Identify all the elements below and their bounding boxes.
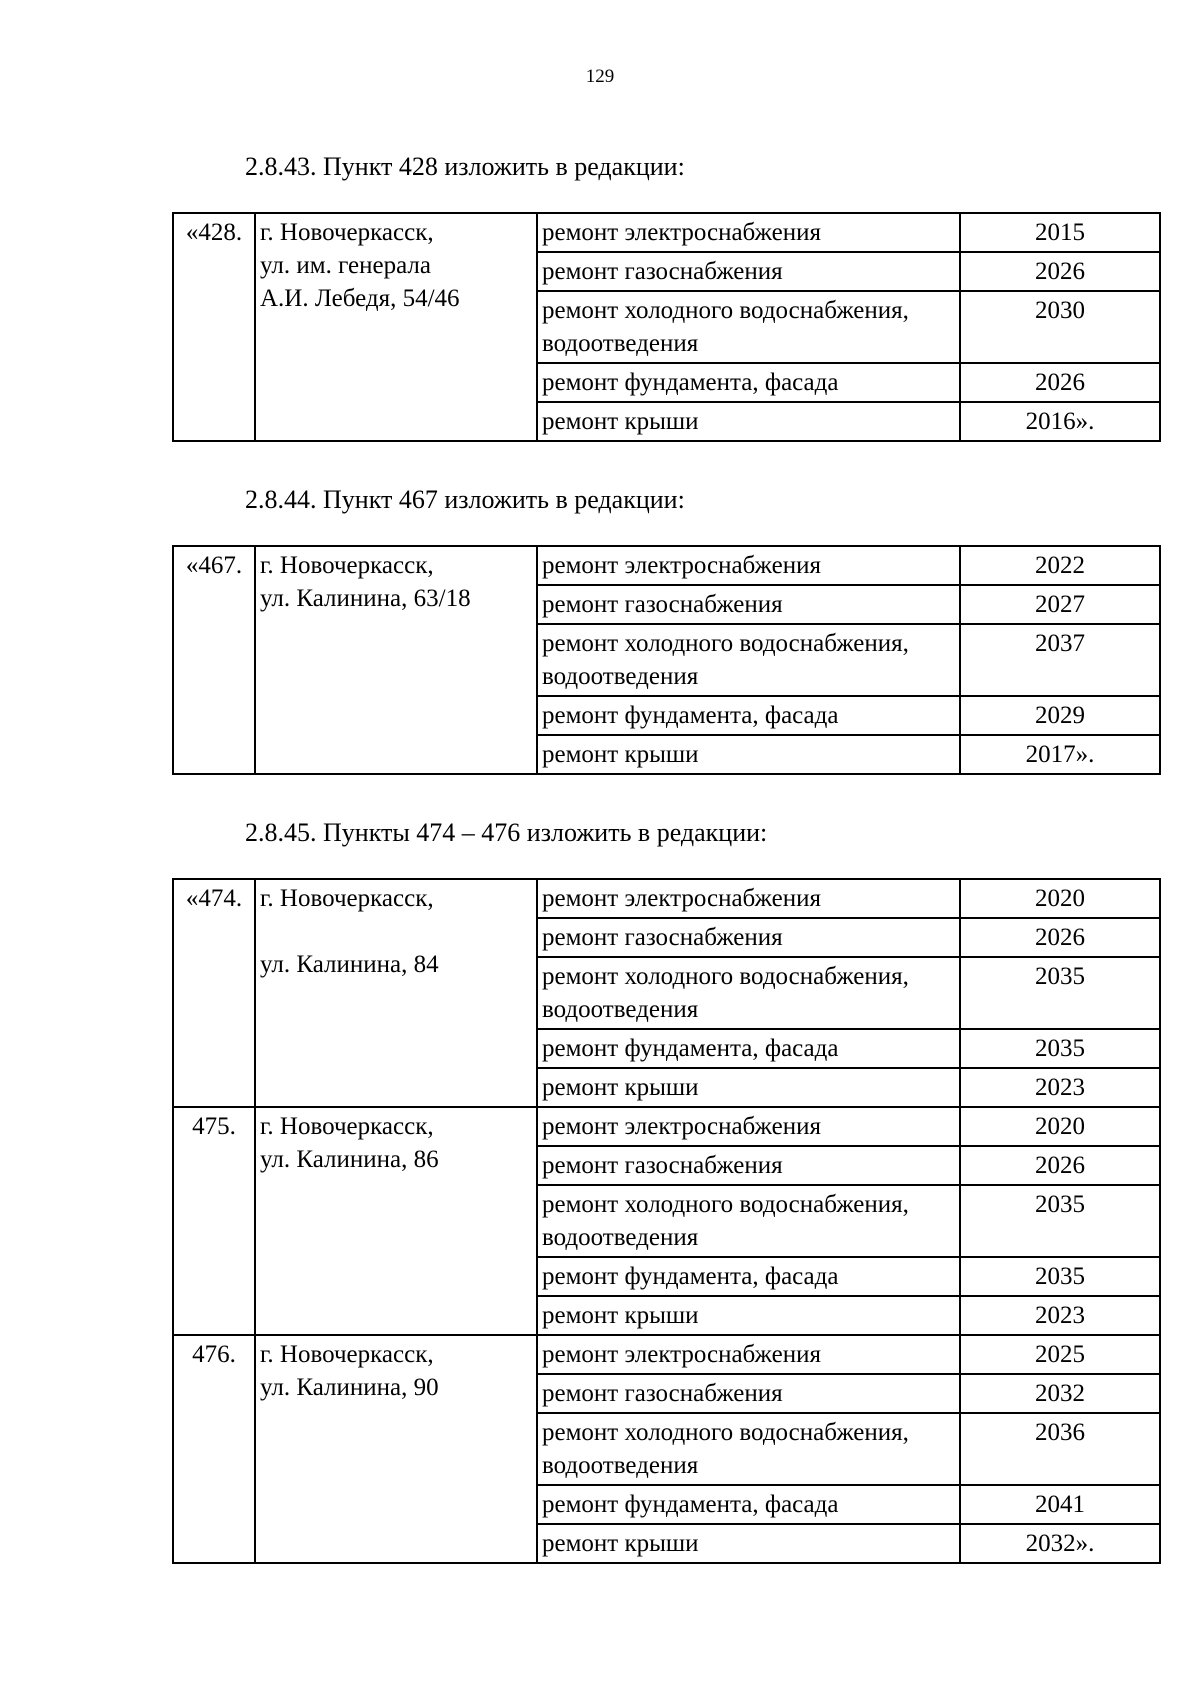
work-year: 2036 [960, 1413, 1160, 1485]
address-line: ул. Калинина, 90 [260, 1374, 439, 1401]
work-name: ремонт холодного водоснабжения, водоотведения [537, 957, 960, 1029]
work-name: ремонт крыши [537, 1524, 960, 1563]
work-name: ремонт фундамента, фасада [537, 1029, 960, 1068]
table-item-467 [172, 545, 1161, 775]
work-name: ремонт крыши [537, 1068, 960, 1107]
address-line: ул. им. генерала [260, 252, 431, 279]
table-row [173, 879, 1160, 918]
work-year: 2023 [960, 1296, 1160, 1335]
work-year: 2032 [960, 1374, 1160, 1413]
address-line: А.И. Лебедя, 54/46 [260, 285, 460, 312]
address-cell [255, 213, 537, 441]
work-name: ремонт фундамента, фасада [537, 363, 960, 402]
work-name: ремонт электроснабжения [537, 879, 960, 918]
work-name: ремонт крыши [537, 1296, 960, 1335]
work-year: 2016». [960, 402, 1160, 441]
table-item-428 [172, 212, 1161, 442]
work-name: ремонт электроснабжения [537, 1107, 960, 1146]
address-line: г. Новочеркасск, [260, 1341, 434, 1368]
work-year: 2035 [960, 1185, 1160, 1257]
address-cell [255, 879, 537, 1107]
work-name: ремонт фундамента, фасада [537, 696, 960, 735]
table-row [173, 546, 1160, 585]
address-line: ул. Калинина, 86 [260, 1146, 439, 1173]
item-number: «467. [173, 546, 255, 774]
address-cell [255, 1335, 537, 1563]
section-heading-2-8-45: 2.8.45. Пункты 474 – 476 изложить в редакции: [245, 818, 768, 847]
work-year: 2026 [960, 252, 1160, 291]
work-year: 2032». [960, 1524, 1160, 1563]
work-name: ремонт газоснабжения [537, 1374, 960, 1413]
work-year: 2020 [960, 1107, 1160, 1146]
work-name: ремонт газоснабжения [537, 1146, 960, 1185]
address-line: ул. Калинина, 84 [260, 951, 439, 978]
work-name: ремонт газоснабжения [537, 252, 960, 291]
section-heading-2-8-43: 2.8.43. Пункт 428 изложить в редакции: [245, 152, 685, 181]
section-heading-2-8-44: 2.8.44. Пункт 467 изложить в редакции: [245, 485, 685, 514]
work-year: 2035 [960, 1257, 1160, 1296]
work-name: ремонт крыши [537, 735, 960, 774]
page-number: 129 [585, 66, 615, 87]
work-year: 2015 [960, 213, 1160, 252]
address-line: ул. Калинина, 63/18 [260, 585, 471, 612]
work-year: 2026 [960, 1146, 1160, 1185]
item-number: 475. [173, 1107, 255, 1335]
work-name: ремонт фундамента, фасада [537, 1257, 960, 1296]
table-items-474-476 [172, 878, 1161, 1564]
address-line [260, 915, 532, 948]
work-name: ремонт электроснабжения [537, 546, 960, 585]
table-row [173, 213, 1160, 252]
work-name: ремонт холодного водоснабжения, водоотведения [537, 624, 960, 696]
work-year: 2037 [960, 624, 1160, 696]
work-year: 2041 [960, 1485, 1160, 1524]
item-number: 476. [173, 1335, 255, 1563]
work-year: 2035 [960, 1029, 1160, 1068]
work-year: 2029 [960, 696, 1160, 735]
work-year: 2026 [960, 918, 1160, 957]
work-year: 2027 [960, 585, 1160, 624]
work-name: ремонт холодного водоснабжения, водоотведения [537, 291, 960, 363]
work-name: ремонт электроснабжения [537, 1335, 960, 1374]
table-row [173, 1335, 1160, 1374]
work-year: 2022 [960, 546, 1160, 585]
address-line: г. Новочеркасск, [260, 885, 434, 912]
item-number: «474. [173, 879, 255, 1107]
work-name: ремонт электроснабжения [537, 213, 960, 252]
work-name: ремонт газоснабжения [537, 585, 960, 624]
work-year: 2025 [960, 1335, 1160, 1374]
address-line: г. Новочеркасск, [260, 219, 434, 246]
work-year: 2023 [960, 1068, 1160, 1107]
item-number: «428. [173, 213, 255, 441]
work-year: 2017». [960, 735, 1160, 774]
work-year: 2030 [960, 291, 1160, 363]
work-year: 2035 [960, 957, 1160, 1029]
work-name: ремонт крыши [537, 402, 960, 441]
address-line: г. Новочеркасск, [260, 552, 434, 579]
address-cell [255, 546, 537, 774]
table-row [173, 1107, 1160, 1146]
work-year: 2026 [960, 363, 1160, 402]
work-name: ремонт холодного водоснабжения, водоотведения [537, 1413, 960, 1485]
work-name: ремонт холодного водоснабжения, водоотведения [537, 1185, 960, 1257]
work-name: ремонт газоснабжения [537, 918, 960, 957]
address-cell [255, 1107, 537, 1335]
work-year: 2020 [960, 879, 1160, 918]
address-line: г. Новочеркасск, [260, 1113, 434, 1140]
work-name: ремонт фундамента, фасада [537, 1485, 960, 1524]
